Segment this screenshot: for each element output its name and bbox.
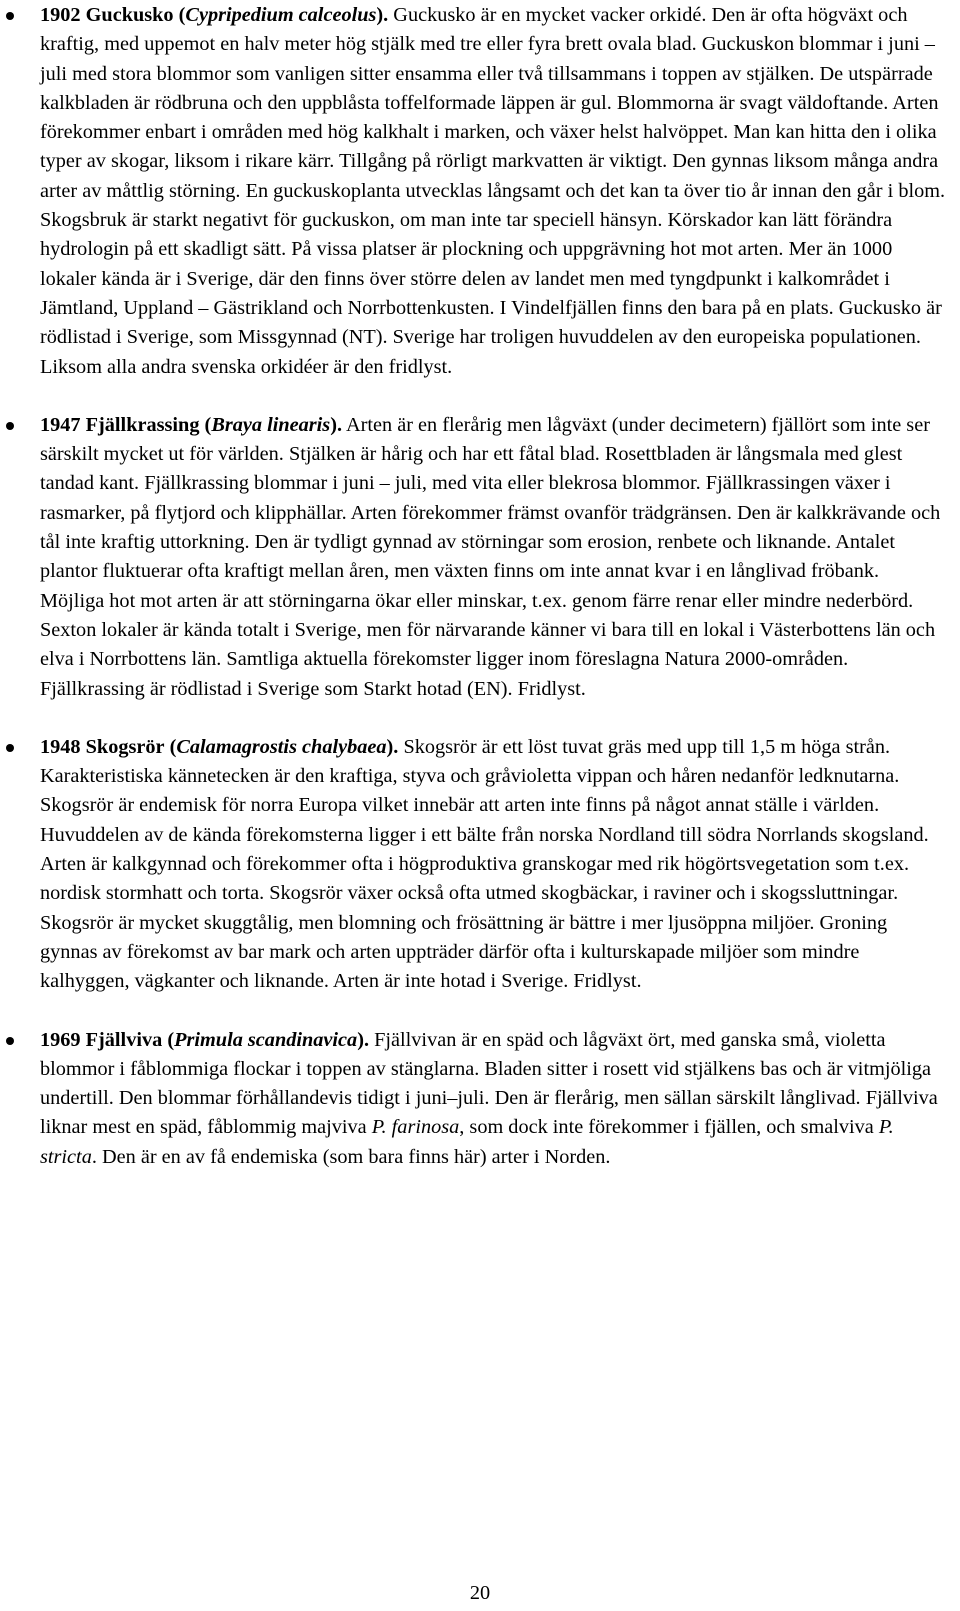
entry-number: 1902 [40, 4, 81, 26]
bullet-icon [6, 12, 14, 20]
inline-scientific-name: P. stricta [40, 1116, 894, 1168]
scientific-name: Calamagrostis chalybaea [176, 735, 387, 758]
species-list [0, 1, 960, 1201]
species-entry-guckusko: 1902 Guckusko (Cypripedium calceolus). Guckusko är en mycket vacker orkidé. Den är ofta högväxt och kraftig, med uppemot en halv meter hög stjälk med tre eller fyra brett ovala blad. Guckuskon blommar i juni – juli med stora blommor som vanligen sitter ensamma eller två tillsammans i toppen av stjälken. De utspärrade kalkbladen är rödbruna och den uppblåsta toffelformade läppen är gul. Blommorna är svagt väldoftande. Arten förekommer enbart i områden med hög kalkhalt i marken, och växer helst halvöppet. Man kan hitta den i olika typer av skogar, liksom i rikare kärr. Tillgång på rörligt markvatten är viktigt. Den gynnas liksom många andra arter av måttlig störning. En guckuskoplanta utvecklas långsamt och det kan ta över tio år innan den går i blom. Skogsbruk är starkt negativt för guckuskon, om man inte tar speciell hänsyn. Körskador kan lätt förändra hydrologin på ett skadligt sätt. På vissa platser är plockning och uppgrävning hot mot arten. Mer än 1000 lokaler kända är i Sverige, där den finns över större delen av landet men med tyngdpunkt i kalkområdet i Jämtland, Uppland – Gästrikland och Norrbottenkusten. I Vindelfjällen finns den bara på en plats. Guckusko är rödlistad i Sverige, som Missgynnad (NT). Sverige har troligen huvuddelen av den europeiska populationen. Liksom alla andra svenska orkidéer är den fridlyst. [0, 1, 960, 382]
species-description: Arten är en flerårig men lågväxt (under decimetern) fjällört som inte ser särskilt mycket ut för världen. Stjälken är hårig och har ett fåtal blad. Rosettbladen är långsmala med glest tandad kant. Fjällkrassing blommar i juni – juli, med vita eller blekrosa blommor. Fjällkrassingen växer i rasmarker, på flytjord och klipphällar. Arten förekommer främst ovanför trädgränsen. Den är kalkkrävande och tål inte kraftig uttorkning. Den är tydligt gynnad av störningar som erosion, renbete och liknande. Antalet plantor fluktuerar ofta kraftigt mellan åren, men växten finns om inte annat kvar i en långlivad fröbank. Möjliga hot mot arten är att störningarna ökar eller minskar, t.ex. genom färre renar eller mindre nederbörd. Sexton lokaler är kända totalt i Sverige, men för närvarande känner vi bara till en lokal i Västerbottens län och elva i Norrbottens län. Samtliga aktuella förekomster ligger inom föreslagna Natura 2000-områden. Fjällkrassing är rödlistad i Sverige som Starkt hotad (EN). Fridlyst. [40, 413, 941, 700]
entry-number: 1948 [40, 735, 81, 758]
species-entry-skogsror: 1948 Skogsrör (Calamagrostis chalybaea). Skogsrör är ett löst tuvat gräs med upp till 1,5 m höga strån. Karakteristiska kännetecken är den kraftiga, styva och gråvioletta vippan och håren nedanför ledknutarna. Skogsrör är endemisk för norra Europa vilket innebär att arten inte finns på något annat ställe i världen. Huvuddelen av de kända förekomsterna ligger i ett bälte från norska Nordland till södra Norrlands skogsland. Arten är kalkgynnad och förekommer ofta i högproduktiva granskogar med rik högörtsvegetation som t.ex. nordisk stormhatt och torta. Skogsrör växer också ofta utmed skogbäckar, i raviner och i skogssluttningar. Skogsrör är mycket skuggtålig, men blomning och frösättning är bättre i mer ljusöppna miljöer. Groning gynnas av förekomst av bar mark och arten uppträder därför ofta i kulturskapade miljöer som mindre kalhyggen, vägkanter och liknande. Arten är inte hotad i Sverige. Fridlyst. [0, 733, 960, 997]
page-number: 20 [469, 1582, 491, 1604]
entry-number: 1969 [40, 1028, 81, 1051]
scientific-name: Cypripedium calceolus [185, 4, 377, 26]
bullet-icon [6, 1037, 14, 1045]
description-text: , som dock inte förekommer i fjällen, och smalviva [459, 1116, 879, 1139]
entry-number: 1947 [40, 413, 81, 436]
species-name: Skogsrör [85, 735, 165, 758]
scientific-name: Braya linearis [211, 413, 331, 436]
species-description: Skogsrör är ett löst tuvat gräs med upp till 1,5 m höga strån. Karakteristiska kännetecken är den kraftiga, styva och gråvioletta vippan och håren nedanför ledknutarna. Skogsrör är endemisk för norra Europa vilket innebär att arten inte finns på något annat ställe i världen. Huvuddelen av de kända förekomsterna ligger i ett bälte från norska Nordland till södra Norrlands skogsland. Arten är kalkgynnad och förekommer ofta i högproduktiva granskogar med rik högörtsvegetation som t.ex. nordisk stormhatt och torta. Skogsrör växer också ofta utmed skogbäckar, i raviner och i skogssluttningar. Skogsrör är mycket skuggtålig, men blomning och frösättning är bättre i mer ljusöppna miljöer. Groning gynnas av förekomst av bar mark och arten uppträder därför ofta i kulturskapade miljöer som mindre kalhyggen, vägkanter och liknande. Arten är inte hotad i Sverige. Fridlyst. [40, 735, 929, 993]
species-name: Guckusko [85, 4, 174, 26]
species-entry-fjallkrassing: 1947 Fjällkrassing (Braya linearis). Arten är en flerårig men lågväxt (under decimetern) fjällört som inte ser särskilt mycket ut för världen. Stjälken är hårig och har ett fåtal blad. Rosettbladen är långsmala med glest tandad kant. Fjällkrassing blommar i juni – juli, med vita eller blekrosa blommor. Fjällkrassingen växer i rasmarker, på flytjord och klipphällar. Arten förekommer främst ovanför trädgränsen. Den är kalkkrävande och tål inte kraftig uttorkning. Den är tydligt gynnad av störningar som erosion, renbete och liknande. Antalet plantor fluktuerar ofta kraftigt mellan åren, men växten finns om inte annat kvar i en långlivad fröbank. Möjliga hot mot arten är att störningarna ökar eller minskar, t.ex. genom färre renar eller mindre nederbörd. Sexton lokaler är kända totalt i Sverige, men för närvarande känner vi bara till en lokal i Västerbottens län och elva i Norrbottens län. Samtliga aktuella förekomster ligger inom föreslagna Natura 2000-områden. Fjällkrassing är rödlistad i Sverige som Starkt hotad (EN). Fridlyst. [0, 411, 960, 704]
species-description: Guckusko är en mycket vacker orkidé. Den är ofta högväxt och kraftig, med uppemot en halv meter hög stjälk med tre eller fyra brett ovala blad. Guckuskon blommar i juni – juli med stora blommor som vanligen sitter ensamma eller två tillsammans i toppen av stjälken. De utspärrade kalkbladen är rödbruna och den uppblåsta toffelformade läppen är gul. Blommorna är svagt väldoftande. Arten förekommer enbart i områden med hög kalkhalt i marken, och växer helst halvöppet. Man kan hitta den i olika typer av skogar, liksom i rikare kärr. Tillgång på rörligt markvatten är viktigt. Den gynnas liksom många andra arter av måttlig störning. En guckuskoplanta utvecklas långsamt och det kan ta över tio år innan den går i blom. Skogsbruk är starkt negativt för guckuskon, om man inte tar speciell hänsyn. Körskador kan lätt förändra hydrologin på ett skadligt sätt. På vissa platser är plockning och uppgrävning hot mot arten. Mer än 1000 lokaler kända är i Sverige, där den finns över större delen av landet men med tyngdpunkt i kalkområdet i Jämtland, Uppland – Gästrikland och Norrbottenkusten. I Vindelfjällen finns den bara på en plats. Guckusko är rödlistad i Sverige, som Missgynnad (NT). Sverige har troligen huvuddelen av den europeiska populationen. Liksom alla andra svenska orkidéer är den fridlyst. [40, 4, 946, 378]
inline-scientific-name: P. farinosa [371, 1116, 460, 1139]
description-text: Fjällvivan är en späd och lågväxt ört, med ganska små, violetta blommor i fåblommiga flockar i toppen av stänglarna. Bladen sitter i rosett vid stjälkens bas och är vitmjöliga undertill. Den blommar förhållandevis tidigt i juni–juli. Den är flerårig, men sällan särskilt långlivad. Fjällviva liknar mest en späd, fåblommig majviva [40, 1028, 938, 1139]
bullet-icon [6, 422, 14, 430]
species-name: Fjällkrassing [85, 413, 200, 436]
description-text: . Den är en av få endemiska (som bara finns här) arter i Norden. [91, 1145, 611, 1168]
bullet-icon [6, 744, 14, 752]
species-entry-fjallviva: 1969 Fjällviva (Primula scandinavica). Fjällvivan är en späd och lågväxt ört, med ganska små, violetta blommor i fåblommiga flockar i toppen av stänglarna. Bladen sitter i rosett vid stjälkens bas och är vitmjöliga undertill. Den blommar förhållandevis tidigt i juni–juli. Den är flerårig, men sällan särskilt långlivad. Fjällviva liknar mest en späd, fåblommig majviva P. farinosa, som dock inte förekommer i fjällen, och smalviva P. stricta. Den är en av få endemiska (som bara finns här) arter i Norden. [0, 1026, 960, 1172]
species-name: Fjällviva [85, 1028, 163, 1051]
scientific-name: Primula scandinavica [174, 1028, 358, 1051]
